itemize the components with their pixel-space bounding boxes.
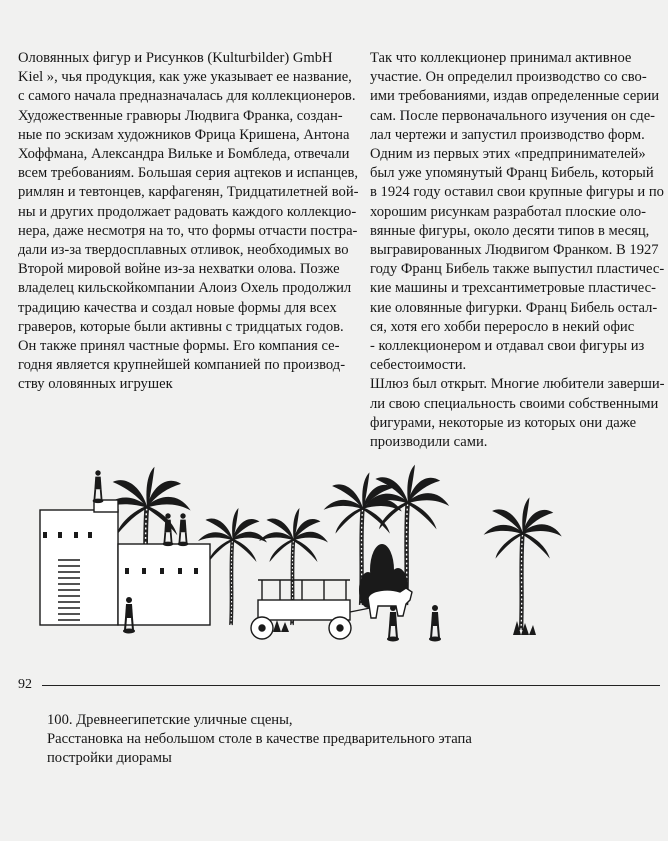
text-line: сам. После первоначального изучения он сде- (370, 107, 656, 124)
egyptian-street-scene-illustration (18, 440, 648, 655)
text-line: кие оловянные фигурки. Франц Бибель остал- (370, 299, 658, 316)
text-line: году Франц Бибель также выпустил пластичес- (370, 261, 665, 278)
text-line: ны и других продолжает радовать каждого коллекцио- (18, 203, 357, 220)
text-line: фигурами, некоторые из которых они даже (370, 414, 637, 431)
figure-caption (47, 711, 472, 768)
text-line: - коллекционером и отдавал свои фигуры из (370, 338, 645, 355)
text-line: всем требованиям. Большая серия ацтеков и испанцев, (18, 165, 359, 182)
text-line: Шлюз был открыт. Многие любители заверши- (370, 376, 665, 393)
text-line: граверов, которые были активны с тридцатых годов. (18, 318, 344, 335)
text-line: выгравированных Людвигом Франком. В 1927 (370, 242, 659, 259)
text-line: ли свою специальность своими собственными (370, 395, 659, 412)
text-line: ные по эскизам художников Фрица Кришена, Антона (18, 126, 350, 143)
left-text-column (18, 49, 359, 395)
text-line: владелец кильскойкомпании Алоиз Охель продолжил (18, 280, 352, 297)
text-line: производили сами. (370, 434, 488, 451)
right-text-column (370, 49, 665, 452)
text-line: себестоимости. (370, 357, 467, 374)
text-line: с самого начала предназначалась для коллекционеров. (18, 88, 356, 105)
text-line: ству оловянных игрушек (18, 376, 173, 393)
caption-line: постройки диорамы (47, 750, 172, 766)
footer-divider (42, 685, 660, 686)
text-line: Оловянных фигур и Рисунков (Kulturbilder) GmbH (18, 50, 333, 66)
text-line: традицию качества и создал новые формы для всех (18, 299, 337, 316)
text-line: вянные фигуры, около десяти типов в месяц, (370, 222, 650, 239)
text-line: Второй мировой войне из-за нехватки олова. Позже (18, 261, 340, 278)
text-line: кие машины и трехсантиметровые пластичес- (370, 280, 656, 297)
text-line: лал чертежи и запустил производство форм. (370, 126, 645, 143)
caption-line: 100. Древнеегипетские уличные сцены, (47, 712, 293, 728)
caption-line: Расстановка на небольшом столе в качестве предварительного этапа (47, 731, 472, 747)
text-line: участие. Он определил производство со сво- (370, 69, 647, 86)
text-line: был уже упомянутый Франц Бибель, который (370, 165, 654, 182)
text-line: римлян и тевтонцев, карфагенян, Тридцатилетней вой- (18, 184, 359, 201)
text-line: ся, хотя его хобби переросло в некий офис (370, 318, 635, 335)
text-line: Kiel », чья продукция, как уже указывает ее название, (18, 69, 352, 86)
text-line: в 1924 году оставил свои крупные фигуры и по (370, 184, 664, 201)
text-line: хорошим рисункам разработал плоские оло- (370, 203, 647, 220)
text-line: ими требованиями, издав определенные серии (370, 88, 660, 105)
text-line: нера, даже несмотря на то, что формы отчасти пострa- (18, 222, 358, 239)
text-line: Художественные гравюры Людвига Франка, создан- (18, 107, 343, 124)
text-line: Так что коллекционер принимал активное (370, 50, 632, 66)
text-line: Он также принял частные формы. Его компания се- (18, 338, 340, 355)
text-line: дали из-за твердосплавных отливок, необходимых во (18, 242, 349, 259)
page-number: 92 (18, 677, 32, 692)
text-line: Хоффмана, Александра Вильке и Бомбледа, отвечали (18, 146, 350, 163)
text-line: годня является крупнейшей компанией по производ- (18, 357, 346, 374)
text-line: Одним из первых этих «предпринимателей» (370, 146, 646, 163)
